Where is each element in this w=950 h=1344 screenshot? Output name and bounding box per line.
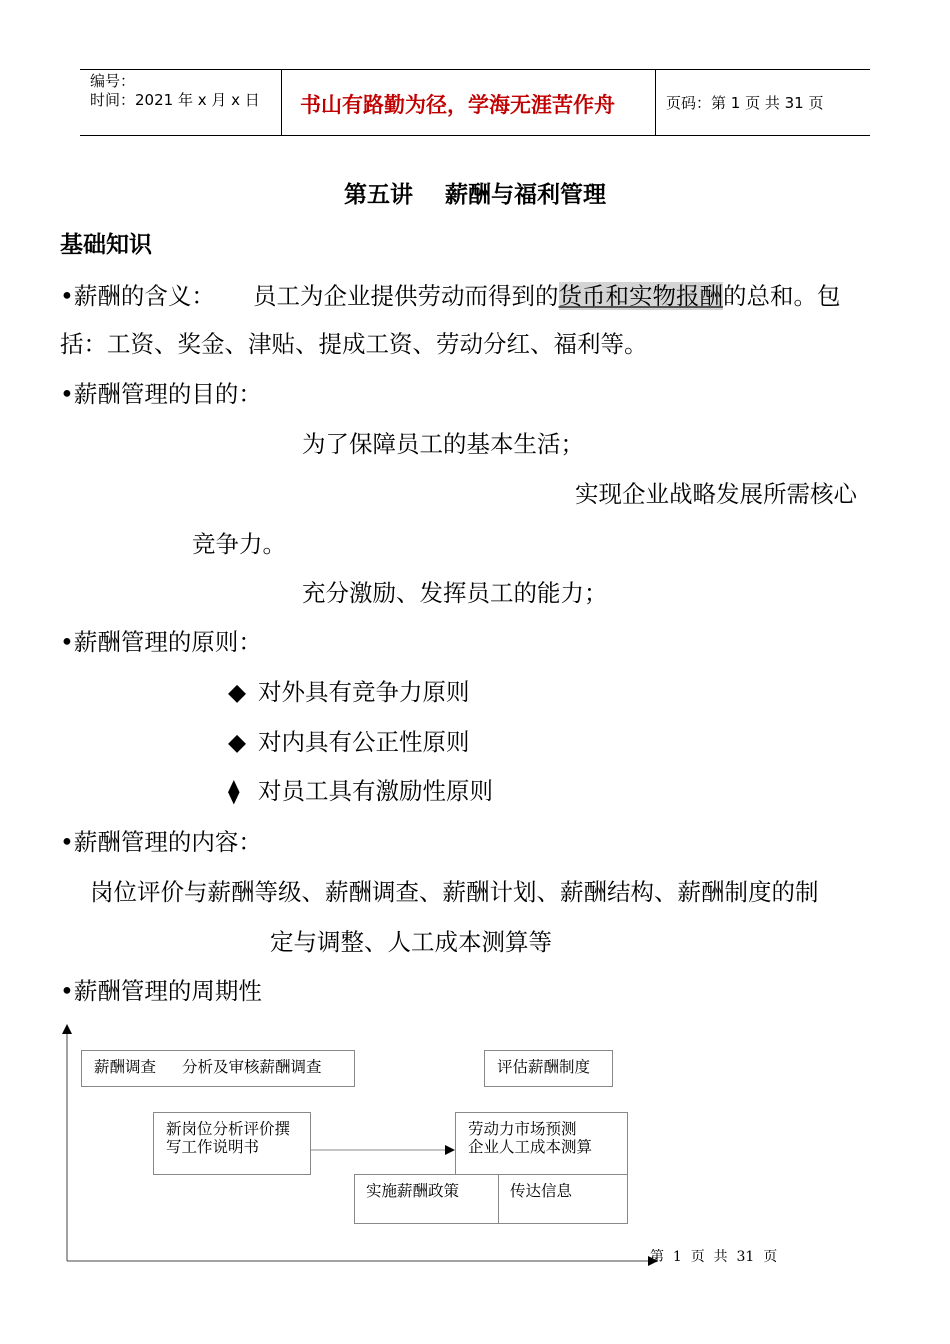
diamond-bullet-icon: ◆ (228, 728, 247, 756)
diagram-communicate-text: 传达信息 (510, 1182, 573, 1200)
page-title: 第五讲 薪酬与福利管理 (343, 182, 607, 208)
section-heading: 基础知识 (60, 232, 152, 258)
diagram-job-analysis-line-2: 写工作说明书 (166, 1138, 260, 1156)
diamond-bullet-icon: ◆ (228, 678, 247, 706)
content-line-1: 岗位评价与薪酬等级、薪酬调查、薪酬计划、薪酬结构、薪酬制度的制 (90, 878, 819, 906)
content-line-2: 定与调整、人工成本测算等 (270, 928, 552, 956)
meaning-highlight: 货币和实物报酬 (558, 282, 723, 310)
diagram-evaluate-text: 评估薪酬制度 (497, 1058, 591, 1076)
meaning-pre: 员工为企业提供劳动而得到的 (253, 282, 559, 310)
diagram-forecast-line-2: 企业人工成本测算 (468, 1138, 593, 1156)
purpose-item-2b: 竞争力。 (192, 530, 286, 558)
axis-vertical-arrow-icon (62, 1024, 72, 1034)
diagram-implement-text: 实施薪酬政策 (366, 1182, 460, 1200)
header-page-info: 页码：第 1 页 共 31 页 (666, 94, 824, 112)
principle-item-3-text: 对员工具有激励性原则 (258, 777, 493, 805)
cycle-label: •薪酬管理的周期性 (60, 977, 262, 1005)
content-label: •薪酬管理的内容： (60, 828, 262, 856)
meaning-continuation: 括：工资、奖金、津贴、提成工资、劳动分红、福利等。 (60, 330, 648, 358)
flow-arrow-head-icon (445, 1145, 455, 1155)
purpose-item-3: 充分激励、发挥员工的能力； (302, 579, 608, 607)
header-time-label: 时间：2021 年 x 月 x 日 (90, 91, 260, 109)
header-code-label: 编号： (90, 72, 136, 90)
diagram-survey-text: 薪酬调查 (94, 1058, 157, 1076)
purpose-label: •薪酬管理的目的： (60, 380, 262, 408)
purpose-item-1: 为了保障员工的基本生活； (302, 430, 584, 458)
purpose-item-2a: 实现企业战略发展所需核心 (575, 480, 857, 508)
principle-label: •薪酬管理的原则： (60, 628, 262, 656)
diagram-forecast-line-1: 劳动力市场预测 (468, 1120, 577, 1138)
diagram-survey-analysis-text: 分析及审核薪酬调查 (182, 1058, 322, 1076)
principle-item-1-text: 对外具有竞争力原则 (258, 678, 470, 706)
meaning-label: •薪酬的含义： (60, 282, 215, 310)
diagram-job-analysis-line-1: 新岗位分析评价撰 (166, 1120, 291, 1138)
principle-item-2-text: 对内具有公正性原则 (258, 728, 470, 756)
meaning-post: 的总和。包 (723, 282, 841, 310)
page-footer: 第 1 页 共 31 页 (650, 1249, 778, 1265)
small-diamond-bullet-icon: ⧫ (228, 777, 240, 805)
header-motto: 书山有路勤为径，学海无涯苦作舟 (300, 93, 615, 117)
